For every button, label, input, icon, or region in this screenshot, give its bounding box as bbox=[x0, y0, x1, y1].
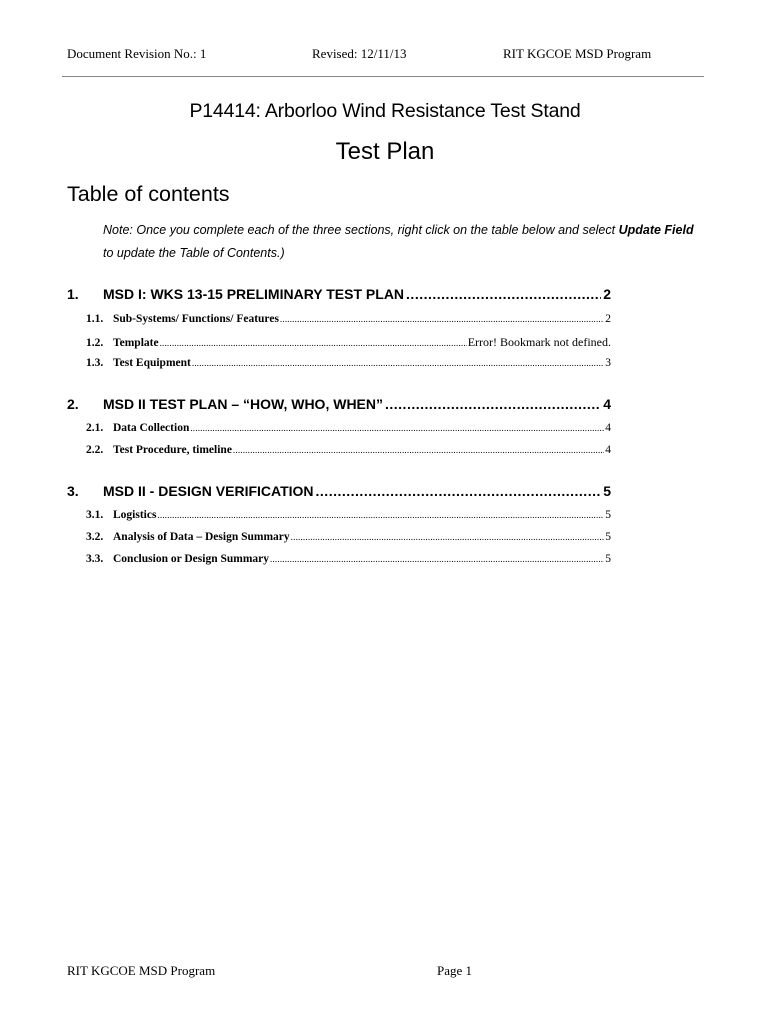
toc-subsection-page: 4 bbox=[605, 422, 611, 434]
toc-subsection-page: 2 bbox=[605, 313, 611, 325]
toc-section-2[interactable] bbox=[67, 396, 611, 418]
toc-section-page: 2 bbox=[603, 286, 611, 302]
toc-leader-dots bbox=[291, 532, 605, 542]
toc-section-title: MSD I: WKS 13-15 PRELIMINARY TEST PLAN bbox=[103, 286, 405, 302]
toc-leader-dots bbox=[192, 358, 604, 368]
toc-leader-dots bbox=[270, 554, 604, 564]
toc-note-line-1 bbox=[103, 223, 703, 237]
toc-note-line-2: to update the Table of Contents.) bbox=[103, 246, 285, 260]
toc-section-1[interactable] bbox=[67, 286, 611, 308]
toc-subsection-page: 5 bbox=[605, 509, 611, 521]
toc-note-text: Note: Once you complete each of the three sections, right click on the table below and select bbox=[103, 223, 619, 237]
document-title: Test Plan bbox=[335, 138, 435, 165]
toc-subsection-number: 1.1. bbox=[86, 313, 104, 325]
toc-subsection-2-1[interactable] bbox=[86, 422, 611, 440]
toc-subsection-title: Test Procedure, timeline bbox=[113, 444, 232, 456]
toc-leader-dots bbox=[160, 338, 467, 348]
toc-section-number: 2. bbox=[67, 396, 79, 412]
page-footer bbox=[0, 963, 770, 981]
toc-section-title: MSD II - DESIGN VERIFICATION bbox=[103, 483, 314, 499]
toc-subsection-number: 3.2. bbox=[86, 531, 104, 543]
toc-bookmark-error: Error! Bookmark not defined. bbox=[467, 335, 611, 349]
update-field-emphasis: Update Field bbox=[618, 223, 694, 237]
toc-subsection-number: 2.2. bbox=[86, 444, 104, 456]
toc-subsection-3-3[interactable] bbox=[86, 553, 611, 571]
toc-subsection-page: 4 bbox=[605, 444, 611, 456]
toc-leader-dots bbox=[316, 483, 602, 499]
toc-leader-dots bbox=[157, 510, 604, 520]
toc-subsection-1-1[interactable] bbox=[86, 313, 611, 331]
toc-subsection-title: Sub-Systems/ Functions/ Features bbox=[113, 313, 279, 325]
toc-section-3[interactable] bbox=[67, 483, 611, 505]
toc-subsection-1-2[interactable] bbox=[86, 335, 611, 353]
toc-subsection-title: Test Equipment bbox=[113, 357, 191, 369]
toc-subsection-number: 3.3. bbox=[86, 553, 104, 565]
toc-section-number: 3. bbox=[67, 483, 79, 499]
toc-leader-dots bbox=[190, 423, 604, 433]
project-title: P14414: Arborloo Wind Resistance Test Stand bbox=[189, 100, 581, 122]
page-header bbox=[0, 46, 770, 64]
toc-section-number: 1. bbox=[67, 286, 79, 302]
toc-subsection-number: 2.1. bbox=[86, 422, 104, 434]
page-number: Page 1 bbox=[437, 963, 473, 978]
toc-leader-dots bbox=[280, 314, 604, 324]
document-revision: Document Revision No.: 1 bbox=[67, 46, 207, 61]
toc-heading: Table of contents bbox=[67, 182, 230, 206]
toc-leader-dots bbox=[385, 396, 601, 412]
toc-subsection-title: Data Collection bbox=[113, 422, 190, 434]
header-divider bbox=[62, 76, 704, 77]
toc-subsection-3-1[interactable] bbox=[86, 509, 611, 527]
toc-subsection-number: 1.2. bbox=[86, 337, 104, 349]
toc-subsection-3-2[interactable] bbox=[86, 531, 611, 549]
toc-subsection-title: Conclusion or Design Summary bbox=[113, 553, 270, 565]
toc-subsection-page: 5 bbox=[605, 553, 611, 565]
toc-leader-dots bbox=[406, 286, 601, 302]
revised-date: Revised: 12/11/13 bbox=[312, 46, 407, 61]
toc-subsection-number: 3.1. bbox=[86, 509, 104, 521]
toc-subsection-number: 1.3. bbox=[86, 357, 104, 369]
toc-subsection-1-3[interactable] bbox=[86, 357, 611, 375]
toc-subsection-2-2[interactable] bbox=[86, 444, 611, 462]
toc-section-title: MSD II TEST PLAN – “HOW, WHO, WHEN” bbox=[103, 396, 383, 412]
toc-subsection-title: Analysis of Data – Design Summary bbox=[113, 531, 290, 543]
toc-section-page: 4 bbox=[603, 396, 611, 412]
toc-subsection-page: 5 bbox=[605, 531, 611, 543]
toc-subsection-page: 3 bbox=[605, 357, 611, 369]
toc-section-page: 5 bbox=[603, 483, 611, 499]
toc-subsection-title: Template bbox=[113, 337, 159, 349]
header-program: RIT KGCOE MSD Program bbox=[503, 46, 652, 61]
toc-leader-dots bbox=[233, 445, 604, 455]
toc-subsection-title: Logistics bbox=[113, 509, 157, 521]
footer-program: RIT KGCOE MSD Program bbox=[67, 963, 216, 978]
